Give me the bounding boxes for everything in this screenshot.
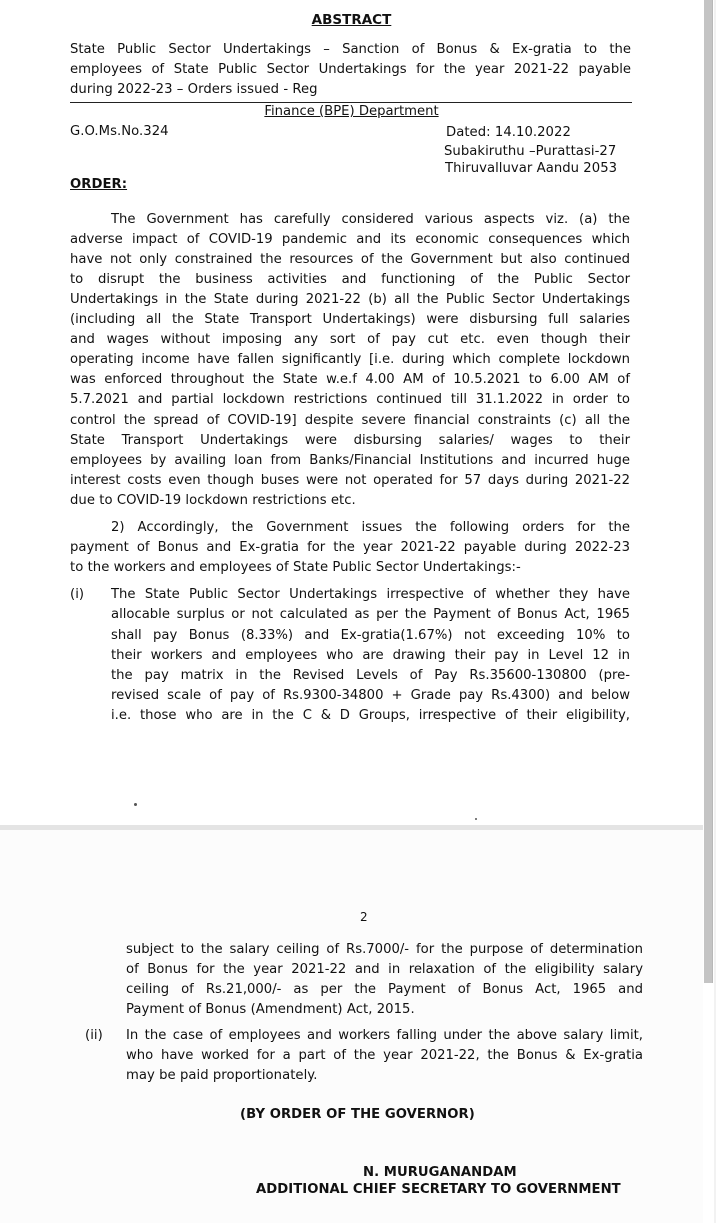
para1-line: was enforced throughout the State w.e.f 4.00 AM of 10.5.2021 to 6.00 AM of: [70, 372, 630, 387]
by-order-of-governor: (BY ORDER OF THE GOVERNOR): [240, 1107, 475, 1122]
item-i-line: i.e. those who are in the C & D Groups, irrespective of their eligibility,: [111, 708, 630, 723]
tamil-date-line-2: Thiruvalluvar Aandu 2053: [445, 161, 618, 176]
go-number: G.O.Ms.No.324: [70, 124, 169, 139]
subject-line-2: employees of State Public Sector Undertakings for the year 2021-22 payable: [70, 62, 631, 77]
department-heading: Finance (BPE) Department: [264, 104, 439, 119]
item-i-line: the pay matrix in the Revised Levels of Pay Rs.35600-130800 (pre-: [111, 668, 630, 683]
subject-line-3: during 2022-23 – Orders issued - Reg: [70, 82, 318, 97]
para1-line: 5.7.2021 and partial lockdown restrictions continued till 31.1.2022 in order to: [70, 392, 630, 407]
item-ii-line: may be paid proportionately.: [126, 1068, 318, 1083]
item-i-line: revised scale of pay of Rs.9300-34800 + Grade pay Rs.4300) and below: [111, 688, 630, 703]
para1-line: have not only constrained the resources of the Government but also continued: [70, 252, 630, 267]
scan-artifact: [475, 818, 477, 820]
scan-artifact: [134, 803, 137, 806]
order-heading: ORDER:: [70, 177, 128, 192]
item-i-line: Payment of Bonus (Amendment) Act, 2015.: [126, 1002, 415, 1017]
item-i-line: of Bonus for the year 2021-22 and in relaxation of the eligibility salary: [126, 962, 643, 977]
para2-line: to the workers and employees of State Public Sector Undertakings:-: [70, 560, 521, 575]
para1-line: operating income have fallen significantly [i.e. during which complete lockdown: [70, 352, 630, 367]
signatory-name: N. MURUGANANDAM: [363, 1165, 517, 1180]
item-i-marker: (i): [70, 587, 85, 602]
para1-line: The Government has carefully considered various aspects viz. (a) the: [111, 212, 630, 227]
para1-line: (including all the State Transport Undertakings) were disbursing full salaries: [70, 312, 630, 327]
item-ii-line: who have worked for a part of the year 2021-22, the Bonus & Ex-gratia: [126, 1048, 643, 1063]
para1-line: control the spread of COVID-19] despite severe financial constraints (c) all the: [70, 413, 630, 428]
para1-line: to disrupt the business activities and functioning of the Public Sector: [70, 272, 630, 287]
item-ii-line: In the case of employees and workers falling under the above salary limit,: [126, 1028, 643, 1043]
item-i-line: their workers and employees who are drawing their pay in Level 12 in: [111, 648, 630, 663]
item-i-line: The State Public Sector Undertakings irrespective of whether they have: [111, 587, 630, 602]
abstract-heading: ABSTRACT: [311, 12, 392, 28]
item-ii-marker: (ii): [85, 1028, 103, 1043]
para1-line: due to COVID-19 lockdown restrictions etc.: [70, 493, 356, 508]
item-i-line: subject to the salary ceiling of Rs.7000/- for the purpose of determination: [126, 942, 643, 957]
para1-line: State Transport Undertakings were disbursing salaries/ wages to their: [70, 433, 630, 448]
item-i-line: allocable surplus or not calculated as per the Payment of Bonus Act, 1965: [111, 607, 630, 622]
dated: Dated: 14.10.2022: [446, 125, 571, 140]
para1-line: interest costs even though buses were not operated for 57 days during 2021-22: [70, 473, 630, 488]
para1-line: employees by availing loan from Banks/Financial Institutions and incurred huge: [70, 453, 630, 468]
item-i-line: shall pay Bonus (8.33%) and Ex-gratia(1.67%) not exceeding 10% to: [111, 628, 630, 643]
subject-line-1: State Public Sector Undertakings – Sanction of Bonus & Ex-gratia to the: [70, 42, 631, 57]
vertical-scrollbar[interactable]: [704, 0, 713, 983]
item-i-line: ceiling of Rs.21,000/- as per the Payment of Bonus Act, 1965 and: [126, 982, 643, 997]
tamil-date-line-1: Subakiruthu –Purattasi-27: [444, 144, 617, 159]
scrollbar-track-edge: [714, 0, 716, 1223]
signatory-title: ADDITIONAL CHIEF SECRETARY TO GOVERNMENT: [256, 1182, 621, 1197]
para2-line: payment of Bonus and Ex-gratia for the year 2021-22 payable during 2022-23: [70, 540, 630, 555]
para1-line: Undertakings in the State during 2021-22 (b) all the Public Sector Undertakings: [70, 292, 630, 307]
para1-line: adverse impact of COVID-19 pandemic and its economic consequences which: [70, 232, 630, 247]
para2-line: 2) Accordingly, the Government issues the following orders for the: [111, 520, 630, 535]
subject-divider: [70, 102, 632, 103]
page-number: 2: [360, 910, 368, 924]
para1-line: and wages without imposing any sort of pay cut etc. even though their: [70, 332, 630, 347]
